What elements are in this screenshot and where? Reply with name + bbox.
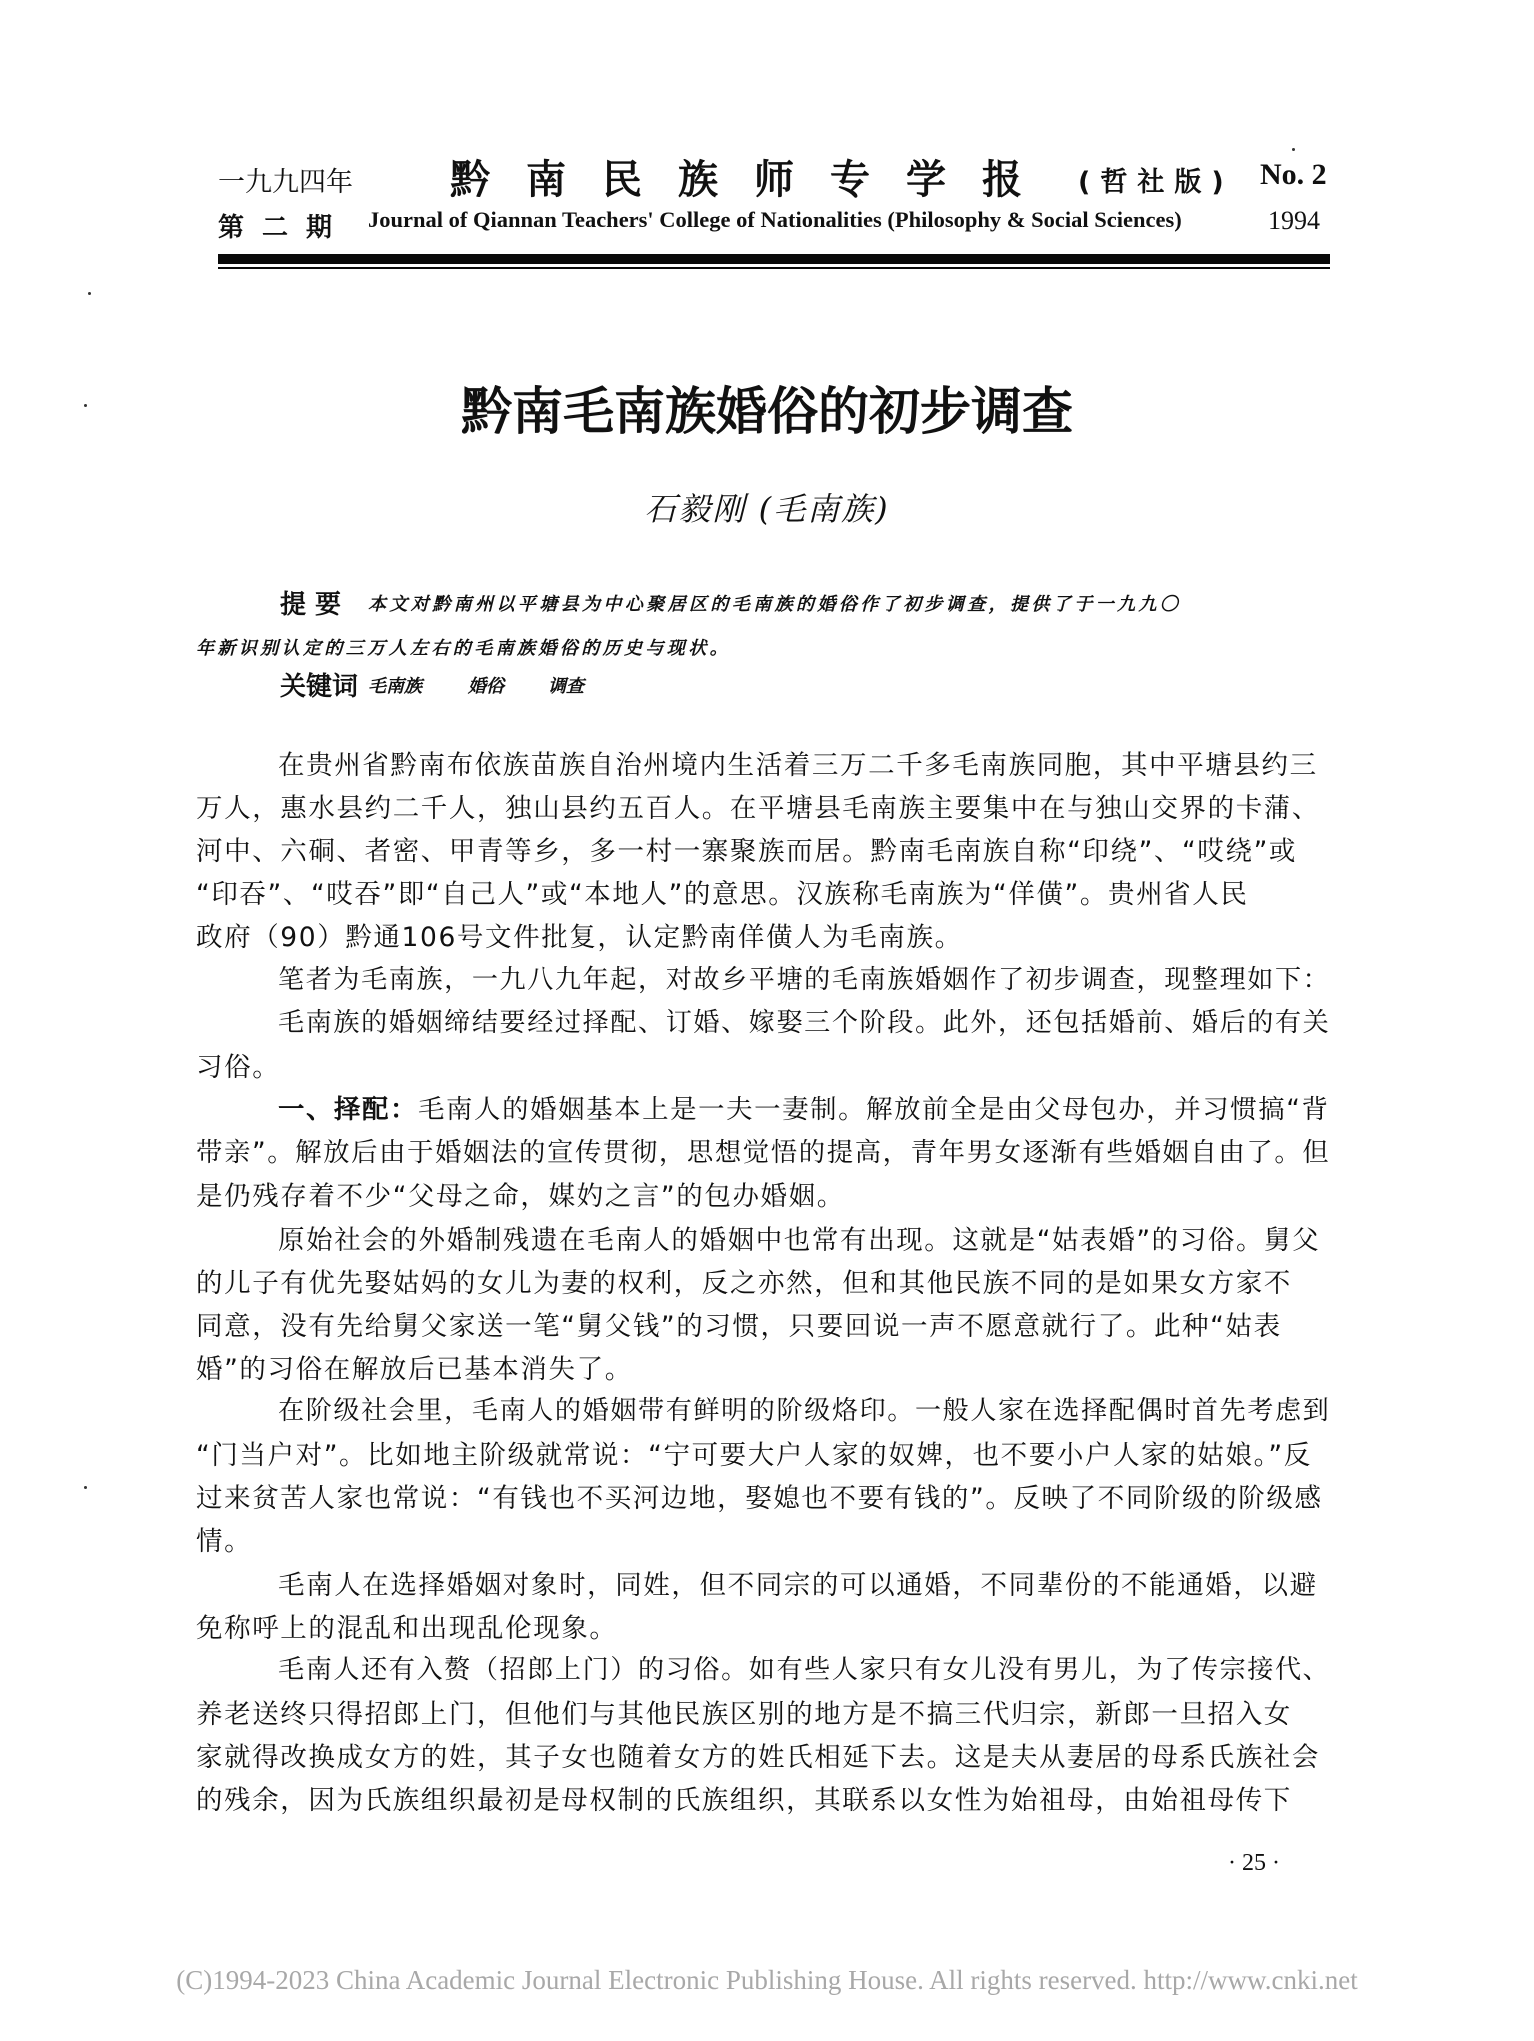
body-line: 是仍残存着不少“父母之命，媒妁之言”的包办婚姻。 — [196, 1181, 845, 1212]
body-line: “门当户对”。比如地主阶级就常说：“宁可要大户人家的奴婢，也不要小户人家的姑娘。”反 — [196, 1440, 1312, 1471]
body-line: 政府（90）黔通106号文件批复，认定黔南佯僙人为毛南族。 — [196, 922, 963, 953]
body-line: 的儿子有优先娶姑妈的女儿为妻的权利，反之亦然，但和其他民族不同的是如果女方家不 — [196, 1268, 1292, 1299]
abstract-line: 年新识别认定的三万人左右的毛南族婚俗的历史与现状。 — [196, 638, 731, 659]
body-line: 家就得改换成女方的姓，其子女也随着女方的姓氏相延下去。这是夫从妻居的母系氏族社会 — [196, 1742, 1320, 1773]
body-line: 过来贫苦人家也常说：“有钱也不买河边地，娶媳也不要有钱的”。反映了不同阶级的阶级感 — [196, 1483, 1323, 1514]
keywords-label: 关键词 — [280, 672, 359, 702]
issue-number: No. 2 — [1260, 158, 1327, 191]
body-line: 在贵州省黔南布依族苗族自治州境内生活着三万二千多毛南族同胞，其中平塘县约三 — [278, 750, 1318, 781]
body-line: 万人，惠水县约二千人，独山县约五百人。在平塘县毛南族主要集中在与独山交界的卡蒲、 — [196, 793, 1320, 824]
body-line: 河中、六硐、者密、甲青等乡，多一村一寨聚族而居。黔南毛南族自称“印绕”、“哎绕”或 — [196, 836, 1298, 867]
article-author: 石毅刚 (毛南族) — [644, 490, 890, 528]
body-line: 习俗。 — [196, 1052, 281, 1083]
keyword: 毛南族 — [368, 676, 422, 697]
body-line: 的残余，因为氏族组织最初是母权制的氏族组织，其联系以女性为始祖母，由始祖母传下 — [196, 1785, 1292, 1816]
scan-speck — [88, 292, 91, 295]
body-line-text: 毛南人的婚姻基本上是一夫一妻制。解放前全是由父母包办，并习惯搞“背 — [418, 1094, 1330, 1125]
body-line: 婚”的习俗在解放后已基本消失了。 — [196, 1354, 633, 1385]
journal-name-cn: 黔南民族师专学报 — [450, 157, 1058, 203]
body-line: 毛南人在选择婚姻对象时，同姓，但不同宗的可以通婚，不同辈份的不能通婚，以避 — [278, 1570, 1318, 1601]
page-number: · 25 · — [1228, 1850, 1280, 1876]
body-line: 在阶级社会里，毛南人的婚姻带有鲜明的阶级烙印。一般人家在选择配偶时首先考虑到 — [278, 1396, 1331, 1426]
body-line: 毛南族的婚姻缔结要经过择配、订婚、嫁娶三个阶段。此外，还包括婚前、婚后的有关 — [278, 1008, 1331, 1038]
section-heading: 一、择配： — [278, 1094, 419, 1125]
body-line: 免称呼上的混乱和出现乱伦现象。 — [196, 1613, 618, 1644]
article-title: 黔南毛南族婚俗的初步调查 — [460, 383, 1073, 442]
issue-cn: 第二期 — [218, 213, 351, 243]
body-line: 带亲”。解放后由于婚姻法的宣传贯彻，思想觉悟的提高，青年男女逐渐有些婚姻自由了。但 — [196, 1138, 1331, 1168]
body-line: “印吞”、“哎吞”即“自己人”或“本地人”的意思。汉族称毛南族为“佯僙”。贵州省人民 — [196, 879, 1249, 910]
body-line: 毛南人还有入赘（招郎上门）的习俗。如有些人家只有女儿没有男儿，为了传宗接代、 — [278, 1655, 1331, 1685]
abstract-label: 提 要 — [280, 590, 342, 620]
header-year: 1994 — [1268, 206, 1320, 235]
header-year-cn: 一九九四年 — [218, 167, 353, 198]
keyword: 调查 — [548, 676, 584, 697]
body-line: 同意，没有先给舅父家送一笔“舅父钱”的习惯，只要回说一声不愿意就行了。此种“姑表 — [196, 1311, 1282, 1342]
body-line: 养老送终只得招郎上门，但他们与其他民族区别的地方是不搞三代归宗，新郎一旦招入女 — [196, 1699, 1292, 1730]
header-rule-thick — [218, 254, 1330, 264]
abstract-line: 本文对黔南州以平塘县为中心聚居区的毛南族的婚俗作了初步调查，提供了于一九九〇 — [368, 594, 1182, 615]
scan-speck — [84, 404, 87, 407]
copyright-footer: (C)1994-2023 China Academic Journal Electronic Publishing House. All rights reserved. http://www.cnki.net — [176, 1965, 1358, 1995]
journal-name-en: Journal of Qiannan Teachers' College of Nationalities (Philosophy & Social Sciences) — [368, 207, 1182, 232]
keyword: 婚俗 — [468, 676, 504, 697]
body-line-section — [278, 1088, 1330, 1126]
body-line: 笔者为毛南族，一九八九年起，对故乡平塘的毛南族婚姻作了初步调查，现整理如下： — [278, 965, 1331, 995]
scan-speck — [1292, 148, 1295, 151]
journal-edition: (哲社版) — [1078, 167, 1234, 198]
header-rule-thin — [218, 267, 1330, 269]
scan-speck — [84, 1486, 87, 1489]
body-line: 原始社会的外婚制残遗在毛南人的婚姻中也常有出现。这就是“姑表婚”的习俗。舅父 — [278, 1225, 1321, 1256]
body-line: 情。 — [196, 1526, 253, 1557]
